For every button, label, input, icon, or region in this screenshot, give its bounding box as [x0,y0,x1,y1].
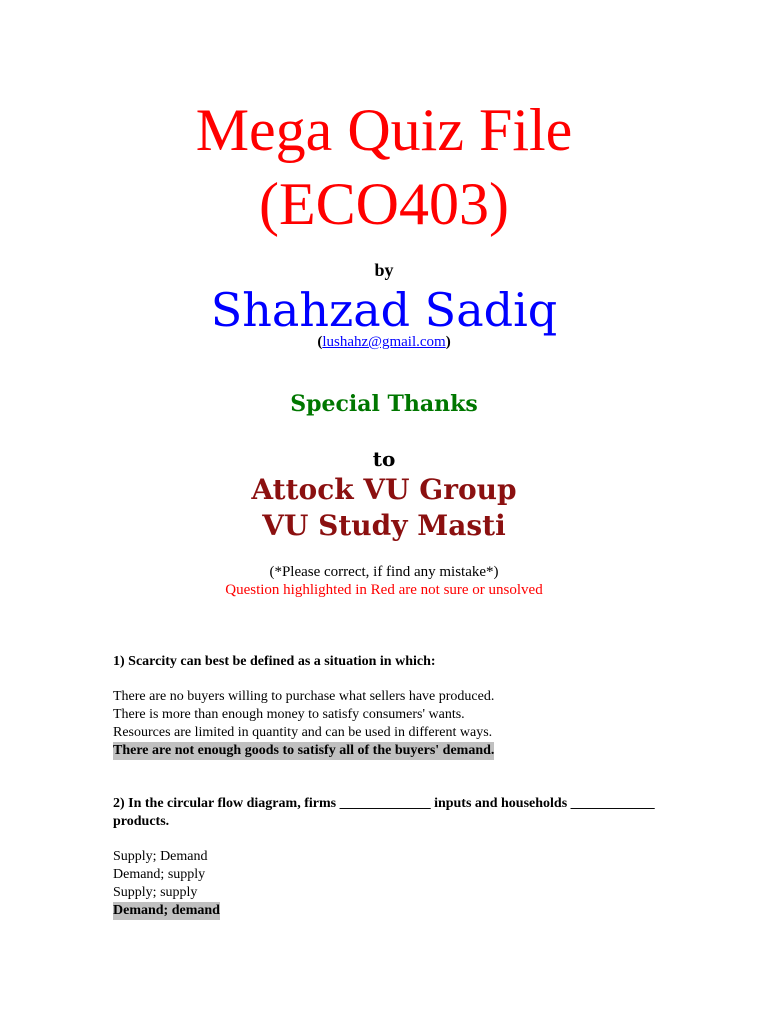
title-line-2: (ECO403) [259,171,509,237]
email-line [0,332,768,352]
question-2 [113,795,673,920]
group-name-study-masti: VU Study Masti [262,509,506,542]
options-list [113,688,673,760]
correct-option: There are not enough goods to satisfy all of the buyers' demand. [113,743,495,758]
group-name-attock: Attock VU Group [251,473,517,506]
option: Supply; supply [113,885,198,900]
correct-option: Demand; demand [113,903,220,918]
to-label: to [372,447,396,471]
special-thanks-heading: Special Thanks [290,391,478,417]
correction-note: (*Please correct, if find any mistake*) [269,564,499,580]
option: Resources are limited in quantity and can be used in different ways. [113,725,493,740]
question-text: 1) Scarcity can best be defined as a situation in which: [113,654,436,669]
title-line-1: Mega Quiz File [195,97,573,163]
question-1 [113,653,673,760]
email-close-paren: ) [445,334,451,350]
red-highlight-note: Question highlighted in Red are not sure or unsolved [225,582,543,598]
by-label: by [374,260,394,280]
email-link[interactable]: lushahz@gmail.com [322,334,446,350]
author-name: Shahzad Sadiq [210,283,558,337]
email-open-paren: ( [317,334,323,350]
option: Supply; Demand [113,849,208,864]
option: Demand; supply [113,867,206,882]
options-list [113,848,673,920]
option: There are no buyers willing to purchase what sellers have produced. [113,689,495,704]
question-text: 2) In the circular flow diagram, firms _____________ inputs and households ____________ products. [113,796,655,829]
option: There is more than enough money to satisfy consumers' wants. [113,707,465,722]
